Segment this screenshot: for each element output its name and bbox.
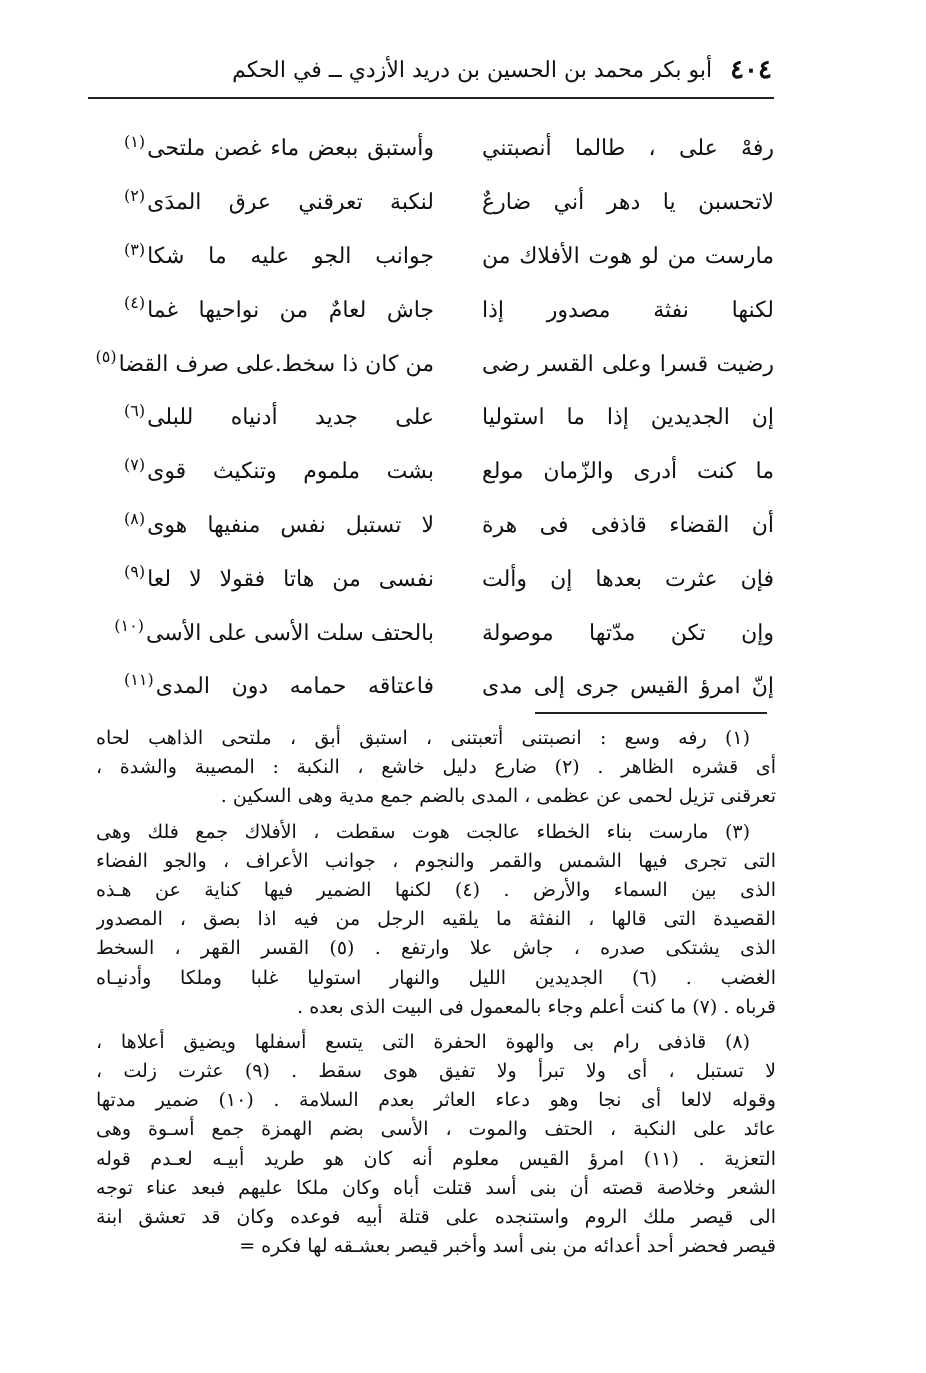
first-hemistich: لكنها نفثة مصدور إذا xyxy=(482,297,774,323)
first-hemistich: إن الجديدين إذا ما استوليا xyxy=(482,405,774,431)
verse xyxy=(84,552,774,606)
first-hemistich: مارست من لو هوت الأفلاك من xyxy=(482,243,774,269)
footnote-marker: (١١) xyxy=(124,670,154,690)
second-hemistich-text: لنكبة تعرقني عرق المدَى xyxy=(147,190,434,216)
footnote-marker: (٥) xyxy=(95,347,117,367)
second-hemistich-text: بالحتف سلت الأسى على الأسى xyxy=(145,620,434,646)
second-hemistich xyxy=(124,670,434,700)
footnote-marker: (٦) xyxy=(124,401,146,421)
verse xyxy=(84,499,774,553)
verse xyxy=(84,283,774,337)
footnote-marker: (٨) xyxy=(124,508,146,528)
poem xyxy=(84,122,774,714)
footnote-line: لا تستبل ، أى ولا تبرأ ولا تفيق هوى سقط . (٩) عثرت زلت ، xyxy=(96,1060,776,1083)
first-hemistich: لاتحسبن يا دهر أني ضارعٌ xyxy=(482,190,774,216)
footnote-line: أى قشره الظاهر . (٢) ضارع دليل خاشع ، النكبة : المصيبة والشدة ، xyxy=(96,756,776,779)
second-hemistich xyxy=(124,562,434,592)
page-header xyxy=(170,50,772,90)
footnote-line: (٣) مارست بناء الخطاء عالجت هوت سقطت ، الأفلاك جمع فلك وهى xyxy=(96,820,750,843)
footnote-line: الشعر وخلاصة قصته أن بنى أسد قتلت أباه وكان ملكا عليهم فبعد عناء توجه xyxy=(96,1176,776,1199)
verse xyxy=(84,606,774,660)
footnote-line: الذى يشتكى صدره ، جاش علا وارتفع . (٥) القسر القهر ، السخط xyxy=(96,937,776,960)
footnote-marker: (١٠) xyxy=(114,616,144,636)
footnote-line: وقوله لالعا أى نجا وهو دعاء العاثر بعدم السلامة . (١٠) ضمير مدتها xyxy=(96,1089,776,1112)
footnote-line: الى قيصر ملك الروم واستنجده على قتلة أبيه فوعده وكان قد تعشق ابنة xyxy=(96,1206,776,1228)
footnote-marker: (٧) xyxy=(124,454,146,474)
footnote-line: قرباه . (٧) ما كنت أعلم وجاء بالمعمول فى البيت الذى بعده . xyxy=(297,995,776,1018)
second-hemistich xyxy=(124,185,434,216)
footnote-marker: (١) xyxy=(124,132,146,152)
verse xyxy=(84,122,774,176)
footnote-line: التى تجرى فيها الشمس والقمر والنجوم ، جوانب الأعراف ، والجو الفضاء xyxy=(96,849,776,872)
verse xyxy=(84,391,774,445)
second-hemistich-text: بشت ملموم وتنكيث قوى xyxy=(147,459,434,485)
footnote-line: الغضب . (٦) الجديدين الليل والنهار استوليا غلبا وملكا وأدنيـاه xyxy=(96,966,776,989)
first-hemistich: رضيت قسرا وعلى القسر رضى xyxy=(482,351,774,377)
footnote-line: التعزية . (١١) امرؤ القيس معلوم أنه كان هو طريد أبيـه لعـدم قوله xyxy=(96,1147,776,1170)
second-hemistich-text: نفسى من هاتا فقولا لا لعا xyxy=(147,566,434,592)
footnote-line: (١) رفه وسع : انصبتنى أتعبتنى ، استبق أبق ، ملتحى الذاهب لحاه xyxy=(96,727,750,749)
footnotes xyxy=(96,724,776,1261)
verse xyxy=(84,230,774,284)
first-hemistich: وإن تكن مدّتها موصولة xyxy=(482,620,774,646)
footnote-marker: (٤) xyxy=(124,293,146,313)
running-title: أبو بكر محمد بن الحسين بن دريد الأزدي ــ في الحكم xyxy=(232,57,713,83)
verse xyxy=(84,660,774,714)
second-hemistich xyxy=(124,454,434,485)
second-hemistich-text: فاعتاقه حمامه دون المدى xyxy=(155,674,434,700)
footnote-line: الذى بين السماء والأرض . (٤) لكنها الضمير فيها كناية عن هـذه xyxy=(96,878,776,901)
first-hemistich: فإن عثرت بعدها إن وألت xyxy=(482,566,774,592)
first-hemistich: ما كنت أدرى والزّمان مولع xyxy=(482,459,774,485)
second-hemistich xyxy=(124,293,434,323)
page-number: ٤٠٤ xyxy=(730,55,772,85)
footnote-line: (٨) قاذفى رام بى والهوة الحفرة التى يتسع أسفلها ويضيق أعلاها ، xyxy=(96,1030,750,1053)
footnote-marker: (٢) xyxy=(124,185,146,205)
second-hemistich xyxy=(95,347,434,377)
second-hemistich xyxy=(124,508,434,538)
first-hemistich: إنّ امرؤ القيس جرى إلى مدى xyxy=(482,674,774,700)
footnote-line: قيصر فحضر أحد أعدائه من بنى أسد وأخبر قيصر بعشـقه لها فكره = xyxy=(239,1235,776,1258)
second-hemistich xyxy=(124,132,434,162)
second-hemistich xyxy=(124,401,434,431)
footnote-separator xyxy=(535,712,767,714)
second-hemistich xyxy=(124,239,434,269)
second-hemistich-text: جوانب الجو عليه ما شكا xyxy=(147,243,434,269)
footnote-line: القصيدة التى قالها ، النفثة ما يلقيه الرجل من فيه اذا بصق ، المصدور xyxy=(96,908,776,931)
footnote-line: عائد على النكبة ، الحتف والموت ، الأسى بضم الهمزة جمع أسـوة وهى xyxy=(96,1118,776,1141)
verse xyxy=(84,176,774,230)
verse xyxy=(84,337,774,391)
second-hemistich-text: على جديد أدنياه للبلى xyxy=(147,405,434,431)
footnote-marker: (٣) xyxy=(124,239,146,259)
first-hemistich: رفهْ على ، طالما أنصبتني xyxy=(482,136,774,162)
footnote-line: تعرقنى تزيل لحمى عن عظمى ، المدى بالضم جمع مدية وهى السكين . xyxy=(220,785,776,808)
second-hemistich-text: وأستبق ببعض ماء غصن ملتحى xyxy=(147,136,434,162)
header-rule xyxy=(88,97,774,99)
second-hemistich xyxy=(114,616,434,646)
second-hemistich-text: جاش لعامٌ من نواحيها غما xyxy=(147,297,434,323)
second-hemistich-text: من كان ذا سخط.على صرف القضا xyxy=(118,351,434,377)
first-hemistich: أن القضاء قاذفى فى هرة xyxy=(482,512,774,538)
footnote-marker: (٩) xyxy=(124,562,146,582)
second-hemistich-text: لا تستبل نفس منفيها هوى xyxy=(147,512,434,538)
verse xyxy=(84,445,774,499)
